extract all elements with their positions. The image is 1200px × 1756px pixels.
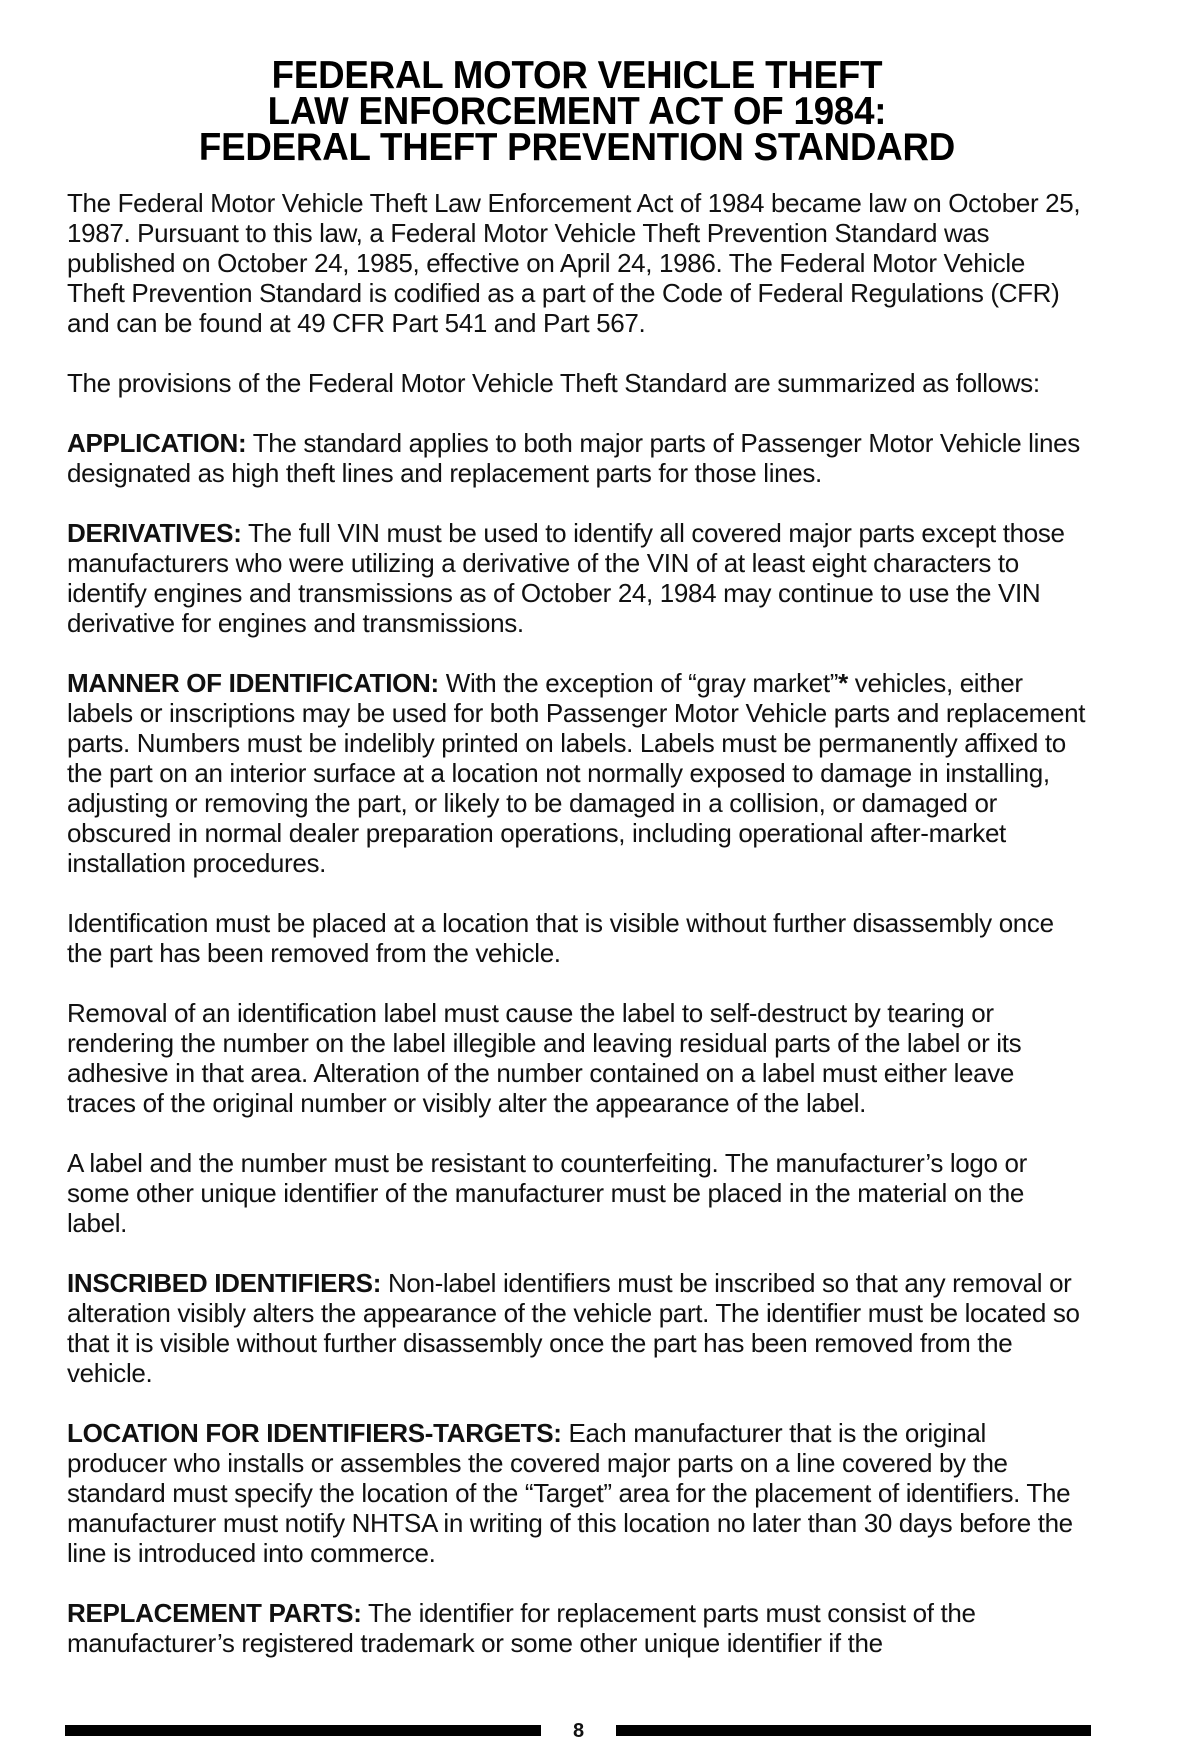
derivatives-text: The full VIN must be used to identify all covered major parts except those manufacturers who were utilizing a derivative of the VIN of at least eight characters to identify engines and transmissions as of October 24, 1984 may continue to use the VIN derivative for engines and transmissions. xyxy=(67,518,1065,638)
body-text xyxy=(67,188,1087,1658)
paragraph-counterfeit: A label and the number must be resistant to counterfeiting. The manufacturer’s logo or some other unique identifier of the manufacturer must be placed in the material on the label. xyxy=(67,1148,1027,1238)
location-heading: LOCATION FOR IDENTIFIERS-TARGETS: xyxy=(67,1418,562,1448)
manner-text-a: With the exception of “gray market” xyxy=(438,668,839,698)
paragraph-inscribed xyxy=(67,1268,1087,1388)
inscribed-heading: INSCRIBED IDENTIFIERS: xyxy=(67,1268,382,1298)
paragraph-derivatives xyxy=(67,518,1087,638)
replacement-heading: REPLACEMENT PARTS: xyxy=(67,1598,362,1628)
application-heading: APPLICATION: xyxy=(67,428,247,458)
document-page xyxy=(67,54,1087,1688)
derivatives-heading: DERIVATIVES: xyxy=(67,518,242,548)
paragraph-removal: Removal of an identification label must cause the label to self-destruct by tearing or rendering the number on the label illegible and leaving residual parts of the label or its adhesive in that area. Alteration of the number contained on a label must either leave traces of the original number or visibly alter the appearance of the label. xyxy=(67,998,1022,1118)
title-line-3: FEDERAL THEFT PREVENTION STANDARD xyxy=(198,126,956,169)
manner-heading: MANNER OF IDENTIFICATION: xyxy=(67,668,439,698)
location-text: Each manufacturer that is the original producer who installs or assembles the covered major parts on a line covered by the standard must specify the location of the “Target” area for the placement of identifiers. The manufacturer must notify NHTSA in writing of this location no later than 30 days before the line is introduced into commerce. xyxy=(67,1418,1073,1568)
paragraph-replacement xyxy=(67,1598,1087,1658)
inscribed-text: Non-label identifiers must be inscribed so that any removal or alteration visibly alters the appearance of the vehicle part. The identifier must be located so that it is visible without further disassembly once the part has been removed from the vehicle. xyxy=(67,1268,1080,1388)
page-number: 8 xyxy=(572,1720,585,1742)
paragraph-intro: The Federal Motor Vehicle Theft Law Enforcement Act of 1984 became law on October 25, 1987. Pursuant to this law, a Federal Motor Vehicle Theft Prevention Standard was published on October 24, 1985, effective on April 24, 1986. The Federal Motor Vehicle Theft Prevention Standard is codified as a part of the Code of Federal Regulations (CFR) and can be found at 49 CFR Part 541 and Part 567. xyxy=(67,188,1081,338)
footnote-asterisk: * xyxy=(838,668,848,698)
replacement-text: The identifier for replacement parts must consist of the manufacturer’s registered trademark or some other unique identifier if the xyxy=(67,1598,976,1658)
footer-rule-right xyxy=(616,1725,1091,1736)
application-text: The standard applies to both major parts of Passenger Motor Vehicle lines designated as high theft lines and replacement parts for those lines. xyxy=(67,428,1080,488)
title-line-2: LAW ENFORCEMENT ACT OF 1984: xyxy=(267,90,887,133)
paragraph-manner xyxy=(67,668,1087,878)
title-line-1: FEDERAL MOTOR VEHICLE THEFT xyxy=(271,54,883,97)
page-title xyxy=(98,54,1057,169)
footer-rule-left xyxy=(65,1725,541,1736)
paragraph-application xyxy=(67,428,1087,488)
paragraph-summary: The provisions of the Federal Motor Vehicle Theft Standard are summarized as follows: xyxy=(67,368,1040,398)
paragraph-visible: Identification must be placed at a location that is visible without further disassembly once the part has been removed from the vehicle. xyxy=(67,908,1054,968)
page-footer xyxy=(65,1718,1091,1742)
paragraph-location xyxy=(67,1418,1087,1568)
manner-text-b: vehicles, either labels or inscriptions may be used for both Passenger Motor Vehicle parts and replacement parts. Numbers must be indelibly printed on labels. Labels must be permanently affixed to the part on an interior surface at a location not normally exposed to damage in installing, adjusting or removing the part, or likely to be damaged in a collision, or damaged or obscured in normal dealer preparation operations, including operational after-market installation procedures. xyxy=(67,668,1086,878)
